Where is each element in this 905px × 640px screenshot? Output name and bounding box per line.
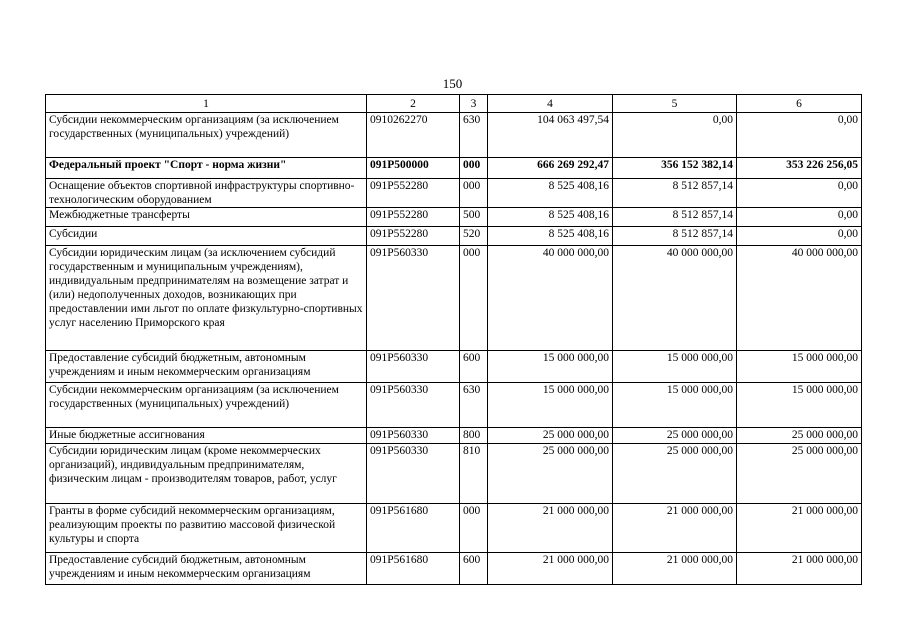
row-amount-col6: 40 000 000,00 bbox=[737, 246, 862, 351]
column-header-name: 1 bbox=[46, 95, 367, 113]
budget-table bbox=[45, 94, 862, 585]
row-code: 091P560330 bbox=[367, 246, 460, 351]
row-name: Межбюджетные трансферты bbox=[46, 208, 367, 227]
row-name: Субсидии некоммерческим организациям (за исключением государственных (муниципальных) учреждений) bbox=[46, 383, 367, 428]
row-code: 091P500000 bbox=[367, 158, 460, 179]
row-expense-type: 630 bbox=[460, 113, 488, 158]
row-name: Субсидии bbox=[46, 227, 367, 246]
row-amount-col5: 15 000 000,00 bbox=[613, 383, 737, 428]
row-code: 091P552280 bbox=[367, 179, 460, 208]
row-expense-type: 000 bbox=[460, 179, 488, 208]
row-code: 0910262270 bbox=[367, 113, 460, 158]
table-body bbox=[46, 113, 862, 585]
row-amount-col5: 356 152 382,14 bbox=[613, 158, 737, 179]
row-expense-type: 600 bbox=[460, 351, 488, 383]
row-amount-col6: 0,00 bbox=[737, 179, 862, 208]
table-row bbox=[46, 351, 862, 383]
row-name: Субсидии некоммерческим организациям (за исключением государственных (муниципальных) учреждений) bbox=[46, 113, 367, 158]
column-header-year3: 6 bbox=[737, 95, 862, 113]
row-name: Субсидии юридическим лицам (за исключением субсидий государственным и муниципальным учреждениям), индивидуальным предпринимателям на возмещение затрат и (или) недополученных доходов, возникающих при предоставлении ими льгот по оплате физкультурно-спортивных услуг населению Приморского края bbox=[46, 246, 367, 351]
row-amount-col5: 40 000 000,00 bbox=[613, 246, 737, 351]
row-amount-col6: 21 000 000,00 bbox=[737, 553, 862, 585]
row-amount-col5: 15 000 000,00 bbox=[613, 351, 737, 383]
row-amount-col5: 8 512 857,14 bbox=[613, 227, 737, 246]
row-amount-col6: 0,00 bbox=[737, 113, 862, 158]
table-row bbox=[46, 383, 862, 428]
row-code: 091P560330 bbox=[367, 428, 460, 444]
row-amount-col5: 25 000 000,00 bbox=[613, 444, 737, 504]
column-header-code: 2 bbox=[367, 95, 460, 113]
row-amount-col5: 8 512 857,14 bbox=[613, 208, 737, 227]
row-amount-col6: 15 000 000,00 bbox=[737, 351, 862, 383]
row-amount-col5: 21 000 000,00 bbox=[613, 504, 737, 553]
row-amount-col4: 8 525 408,16 bbox=[488, 227, 613, 246]
table-row bbox=[46, 208, 862, 227]
table-row bbox=[46, 158, 862, 179]
row-name: Субсидии юридическим лицам (кроме некоммерческих организаций), индивидуальным предпринимателям, физическим лицам - производителям товаров, работ, услуг bbox=[46, 444, 367, 504]
row-amount-col5: 0,00 bbox=[613, 113, 737, 158]
row-amount-col4: 40 000 000,00 bbox=[488, 246, 613, 351]
row-expense-type: 800 bbox=[460, 428, 488, 444]
row-amount-col4: 8 525 408,16 bbox=[488, 208, 613, 227]
row-amount-col4: 666 269 292,47 bbox=[488, 158, 613, 179]
row-amount-col4: 21 000 000,00 bbox=[488, 504, 613, 553]
table-row bbox=[46, 444, 862, 504]
row-code: 091P560330 bbox=[367, 383, 460, 428]
row-expense-type: 000 bbox=[460, 504, 488, 553]
row-code: 091P561680 bbox=[367, 504, 460, 553]
row-amount-col4: 15 000 000,00 bbox=[488, 351, 613, 383]
row-expense-type: 520 bbox=[460, 227, 488, 246]
row-amount-col6: 25 000 000,00 bbox=[737, 428, 862, 444]
table-row bbox=[46, 179, 862, 208]
row-amount-col6: 25 000 000,00 bbox=[737, 444, 862, 504]
row-amount-col6: 21 000 000,00 bbox=[737, 504, 862, 553]
row-code: 091P552280 bbox=[367, 227, 460, 246]
row-name: Предоставление субсидий бюджетным, автономным учреждениям и иным некоммерческим организациям bbox=[46, 351, 367, 383]
page-number: 150 bbox=[442, 76, 463, 91]
row-amount-col4: 25 000 000,00 bbox=[488, 444, 613, 504]
table-row bbox=[46, 113, 862, 158]
row-expense-type: 500 bbox=[460, 208, 488, 227]
row-name: Гранты в форме субсидий некоммерческим организациям, реализующим проекты по развитию массовой физической культуры и спорта bbox=[46, 504, 367, 553]
row-amount-col6: 0,00 bbox=[737, 227, 862, 246]
row-amount-col6: 353 226 256,05 bbox=[737, 158, 862, 179]
table-row bbox=[46, 553, 862, 585]
row-amount-col5: 8 512 857,14 bbox=[613, 179, 737, 208]
table-row bbox=[46, 504, 862, 553]
row-amount-col4: 104 063 497,54 bbox=[488, 113, 613, 158]
row-name: Федеральный проект "Спорт - норма жизни" bbox=[46, 158, 367, 179]
column-header-type: 3 bbox=[460, 95, 488, 113]
row-expense-type: 630 bbox=[460, 383, 488, 428]
table-row bbox=[46, 227, 862, 246]
row-code: 091P561680 bbox=[367, 553, 460, 585]
row-code: 091P560330 bbox=[367, 444, 460, 504]
row-expense-type: 000 bbox=[460, 246, 488, 351]
row-code: 091P552280 bbox=[367, 208, 460, 227]
row-expense-type: 000 bbox=[460, 158, 488, 179]
row-amount-col5: 25 000 000,00 bbox=[613, 428, 737, 444]
row-amount-col4: 25 000 000,00 bbox=[488, 428, 613, 444]
row-code: 091P560330 bbox=[367, 351, 460, 383]
row-name: Предоставление субсидий бюджетным, автономным учреждениям и иным некоммерческим организациям bbox=[46, 553, 367, 585]
column-header-year1: 4 bbox=[488, 95, 613, 113]
table-row bbox=[46, 428, 862, 444]
row-amount-col4: 8 525 408,16 bbox=[488, 179, 613, 208]
row-amount-col6: 0,00 bbox=[737, 208, 862, 227]
row-amount-col6: 15 000 000,00 bbox=[737, 383, 862, 428]
row-name: Оснащение объектов спортивной инфраструктуры спортивно-технологическим оборудованием bbox=[46, 179, 367, 208]
column-header-year2: 5 bbox=[613, 95, 737, 113]
table-row bbox=[46, 246, 862, 351]
row-expense-type: 810 bbox=[460, 444, 488, 504]
row-amount-col5: 21 000 000,00 bbox=[613, 553, 737, 585]
row-name: Иные бюджетные ассигнования bbox=[46, 428, 367, 444]
row-expense-type: 600 bbox=[460, 553, 488, 585]
row-amount-col4: 15 000 000,00 bbox=[488, 383, 613, 428]
header-row bbox=[46, 95, 862, 113]
row-amount-col4: 21 000 000,00 bbox=[488, 553, 613, 585]
